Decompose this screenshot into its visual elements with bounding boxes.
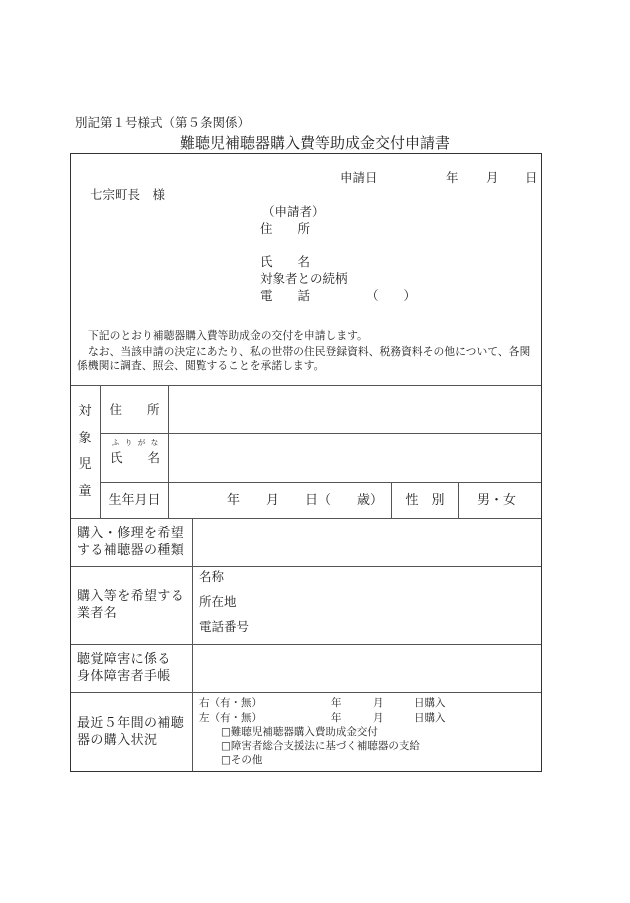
left-ear-label: 左（有・無） [199,711,262,724]
right-ear-day: 日購入 [414,697,446,709]
purchase-history-label [70,692,192,772]
applicant-phone-label: 電 話 [260,288,311,303]
right-ear-year: 年 [331,697,342,709]
left-ear-year: 年 [331,711,342,724]
notice-line: 下記のとおり補聴器購入費等助成金の交付を申請します。 [88,329,368,342]
label-line: 身体障害者手帳 [77,668,171,684]
birth-label-cell [100,482,168,518]
vendor-value [192,566,542,644]
label-line: 業者名 [77,605,118,621]
hearing-aid-type-value [192,518,542,566]
label-line: 購入等を希望する [77,589,185,604]
child-name-value [168,433,542,482]
label-line: 購入・修理を希望 [77,526,185,541]
furigana-label: ふりがな [111,438,164,447]
applicant-name-label: 氏 名 [260,254,311,269]
form-title: 難聴児補聴器購入費等助成金交付申請書 [179,134,450,152]
applicant-phone-parens: （ ） [366,288,417,303]
hearing-aid-type-label [70,518,192,566]
birth-label: 生年月日 [108,492,161,508]
disability-certificate-value [192,644,542,692]
applicant-section [70,153,542,385]
target-child-label-cell [70,385,100,518]
purchase-history-value [192,692,542,772]
birth-value: 年 月 日（ 歳） [226,492,383,508]
child-address-label-cell [100,385,168,433]
child-name-label-cell [100,433,168,482]
left-ear-month: 月 [373,711,384,724]
source-option-support-act: □障害者総合支援法に基づく補聴器の支給 [221,740,420,752]
label-line: する補聴器の種類 [77,542,185,558]
source-option-subsidy: □難聴児補聴器購入費助成金交付 [221,725,378,738]
application-date-label: 申請日 [340,170,378,185]
left-ear-day: 日購入 [414,711,446,724]
child-name-label: 氏 名 [109,450,160,465]
application-date-day: 日 [525,170,538,185]
right-ear-label: 右（有・無） [199,697,262,709]
right-ear-purchase [193,696,542,710]
source-option-other: □その他 [221,754,263,767]
applicant-relationship-label: 対象者との続柄 [260,271,348,286]
notice-line: なお、当該申請の決定にあたり、私の世帯の住民登録資料、税務資料その他について、各関 [88,345,531,358]
birth-value-cell [168,482,391,518]
disability-certificate-label [70,644,192,692]
applicant-role-label: （申請者） [262,204,325,219]
vendor-label [70,566,192,644]
label-line: 最近５年間の補聴 [77,716,185,731]
sex-value-cell [458,482,542,518]
sex-label-cell [391,482,458,518]
vendor-phone-label: 電話番号 [199,619,250,634]
label-line: 聴覚障害に係る [77,652,171,667]
left-ear-purchase [193,711,542,725]
form-number: 別記第１号様式（第５条関係） [75,115,251,130]
application-date-year: 年 [446,170,459,185]
sex-options: 男・女 [476,492,516,508]
child-address-label: 住 所 [109,401,160,417]
vendor-name-label: 名称 [199,569,225,584]
vendor-location-label: 所在地 [199,594,237,609]
child-address-value [168,385,542,433]
application-date-month: 月 [486,170,499,185]
right-ear-month: 月 [373,697,384,709]
notice-line: 係機関に調査、照会、閲覧することを承諾します。 [77,359,325,372]
addressee: 七宗町長 様 [90,187,166,202]
applicant-address-label: 住 所 [260,221,311,236]
label-line: 器の購入状況 [77,732,158,748]
sex-label: 性 別 [405,492,445,508]
target-child-label: 対象児童 [78,404,92,499]
